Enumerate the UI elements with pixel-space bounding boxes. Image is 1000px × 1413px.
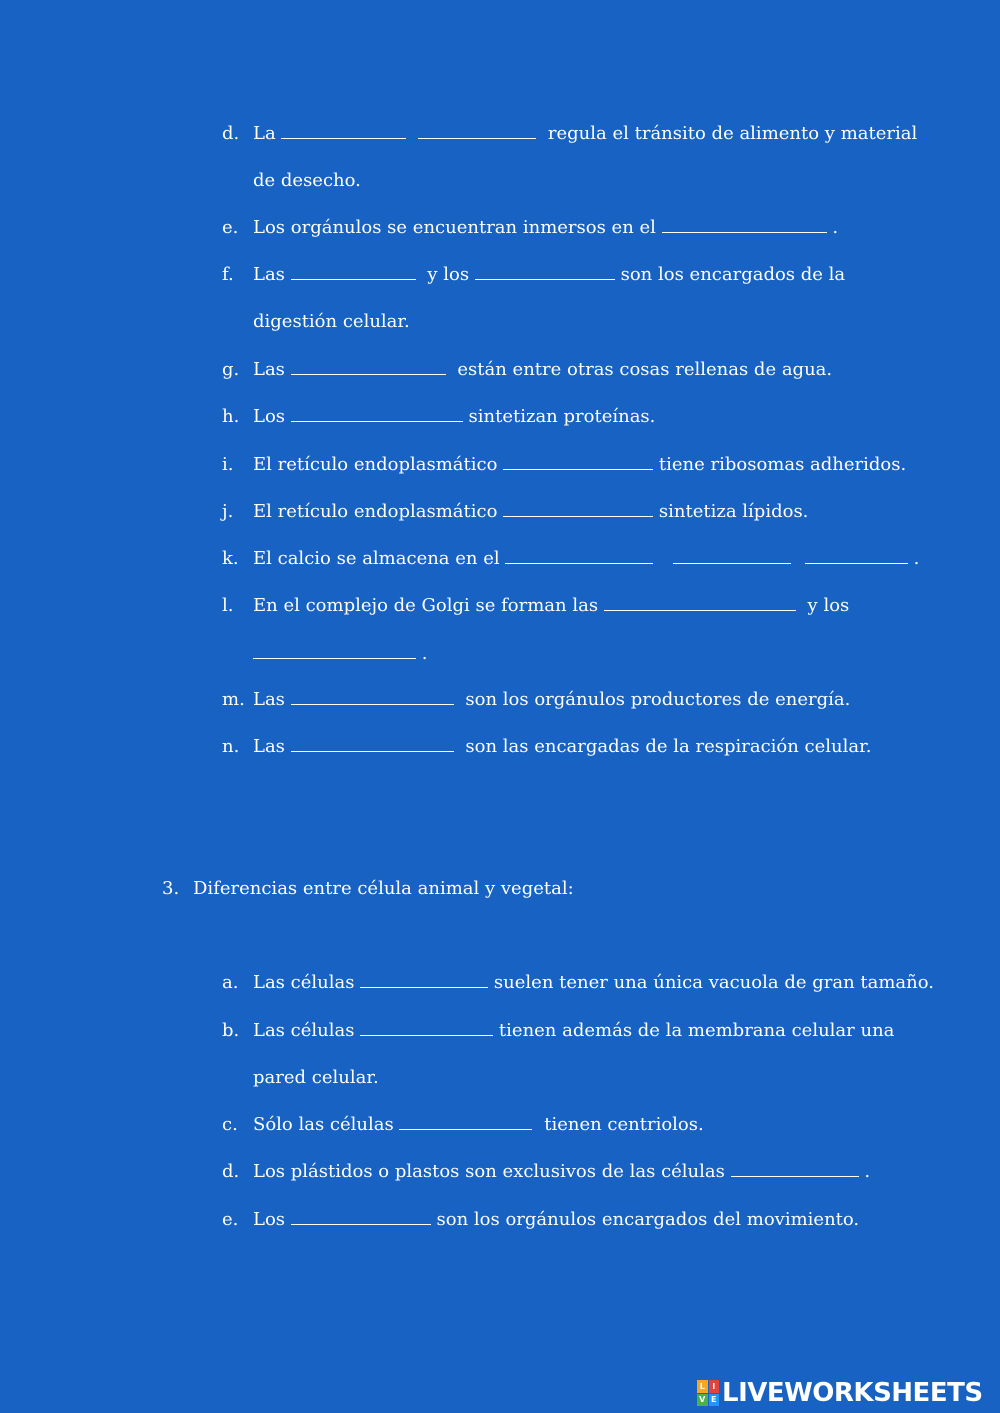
s3-item-b: b. Las células tienen además de la membrana celular una: [222, 1020, 895, 1041]
blank-input[interactable]: [418, 122, 536, 139]
blank-input[interactable]: [360, 971, 488, 988]
item-l: l. En el complejo de Golgi se forman las y los: [222, 595, 850, 616]
blank-input[interactable]: [503, 500, 653, 517]
blank-input[interactable]: [291, 688, 454, 705]
s3-item-a: a. Las células suelen tener una única vacuola de gran tamaño.: [222, 972, 934, 993]
item-f: f. Las y los son los encargados de la: [222, 264, 846, 285]
liveworksheets-logo: [697, 1378, 983, 1408]
section-number: 3.: [162, 878, 180, 899]
blank-input[interactable]: [805, 547, 908, 564]
blank-input[interactable]: [291, 263, 416, 280]
blank-input[interactable]: [731, 1160, 859, 1177]
logo-text: LIVEWORKSHEETS: [722, 1378, 983, 1408]
logo-grid-icon: L I V E: [697, 1380, 719, 1406]
section-title: Diferencias entre célula animal y vegetal:: [193, 878, 574, 899]
blank-input[interactable]: [291, 405, 463, 422]
item-marker: d.: [222, 1161, 240, 1182]
item-f-continuation: digestión celular.: [253, 311, 410, 332]
blank-input[interactable]: [291, 358, 446, 375]
blank-input[interactable]: [360, 1019, 493, 1036]
s3-item-e: e. Los son los orgánulos encargados del movimiento.: [222, 1209, 860, 1230]
item-marker: f.: [222, 264, 234, 285]
blank-input[interactable]: [505, 547, 653, 564]
blank-input[interactable]: [475, 263, 615, 280]
item-i: i. El retículo endoplasmático tiene ribosomas adheridos.: [222, 454, 907, 475]
item-g: g. Las están entre otras cosas rellenas de agua.: [222, 359, 833, 380]
blank-input[interactable]: [291, 1208, 431, 1225]
s3-item-d: d. Los plástidos o plastos son exclusivos de las células .: [222, 1161, 871, 1182]
s3-item-b-continuation: pared celular.: [253, 1067, 379, 1088]
item-m: m. Las son los orgánulos productores de energía.: [222, 689, 851, 710]
item-marker: k.: [222, 548, 239, 569]
item-marker: e.: [222, 1209, 239, 1230]
blank-input[interactable]: [253, 642, 416, 659]
s3-item-c: c. Sólo las células tienen centriolos.: [222, 1114, 704, 1135]
section-3-heading: [162, 877, 574, 901]
item-marker: e.: [222, 217, 239, 238]
item-marker: a.: [222, 972, 239, 993]
item-marker: b.: [222, 1020, 240, 1041]
blank-input[interactable]: [662, 216, 827, 233]
item-e: e. Los orgánulos se encuentran inmersos en el .: [222, 217, 839, 238]
item-d: d. La regula el tránsito de alimento y material: [222, 123, 918, 144]
item-marker: m.: [222, 689, 245, 710]
item-d-continuation: de desecho.: [253, 170, 361, 191]
item-n: n. Las son las encargadas de la respiración celular.: [222, 736, 872, 757]
item-l-continuation: .: [253, 642, 427, 666]
blank-input[interactable]: [503, 453, 653, 470]
blank-input[interactable]: [604, 594, 796, 611]
item-marker: j.: [222, 501, 234, 522]
item-marker: l.: [222, 595, 234, 616]
blank-input[interactable]: [281, 122, 406, 139]
item-marker: n.: [222, 736, 240, 757]
item-h: h. Los sintetizan proteínas.: [222, 406, 656, 427]
item-marker: i.: [222, 454, 234, 475]
blank-input[interactable]: [399, 1113, 532, 1130]
item-marker: h.: [222, 406, 240, 427]
item-marker: c.: [222, 1114, 238, 1135]
item-marker: d.: [222, 123, 240, 144]
blank-input[interactable]: [673, 547, 791, 564]
item-j: j. El retículo endoplasmático sintetiza lípidos.: [222, 501, 809, 522]
blank-input[interactable]: [291, 735, 454, 752]
item-k: k. El calcio se almacena en el .: [222, 548, 920, 569]
item-marker: g.: [222, 359, 240, 380]
